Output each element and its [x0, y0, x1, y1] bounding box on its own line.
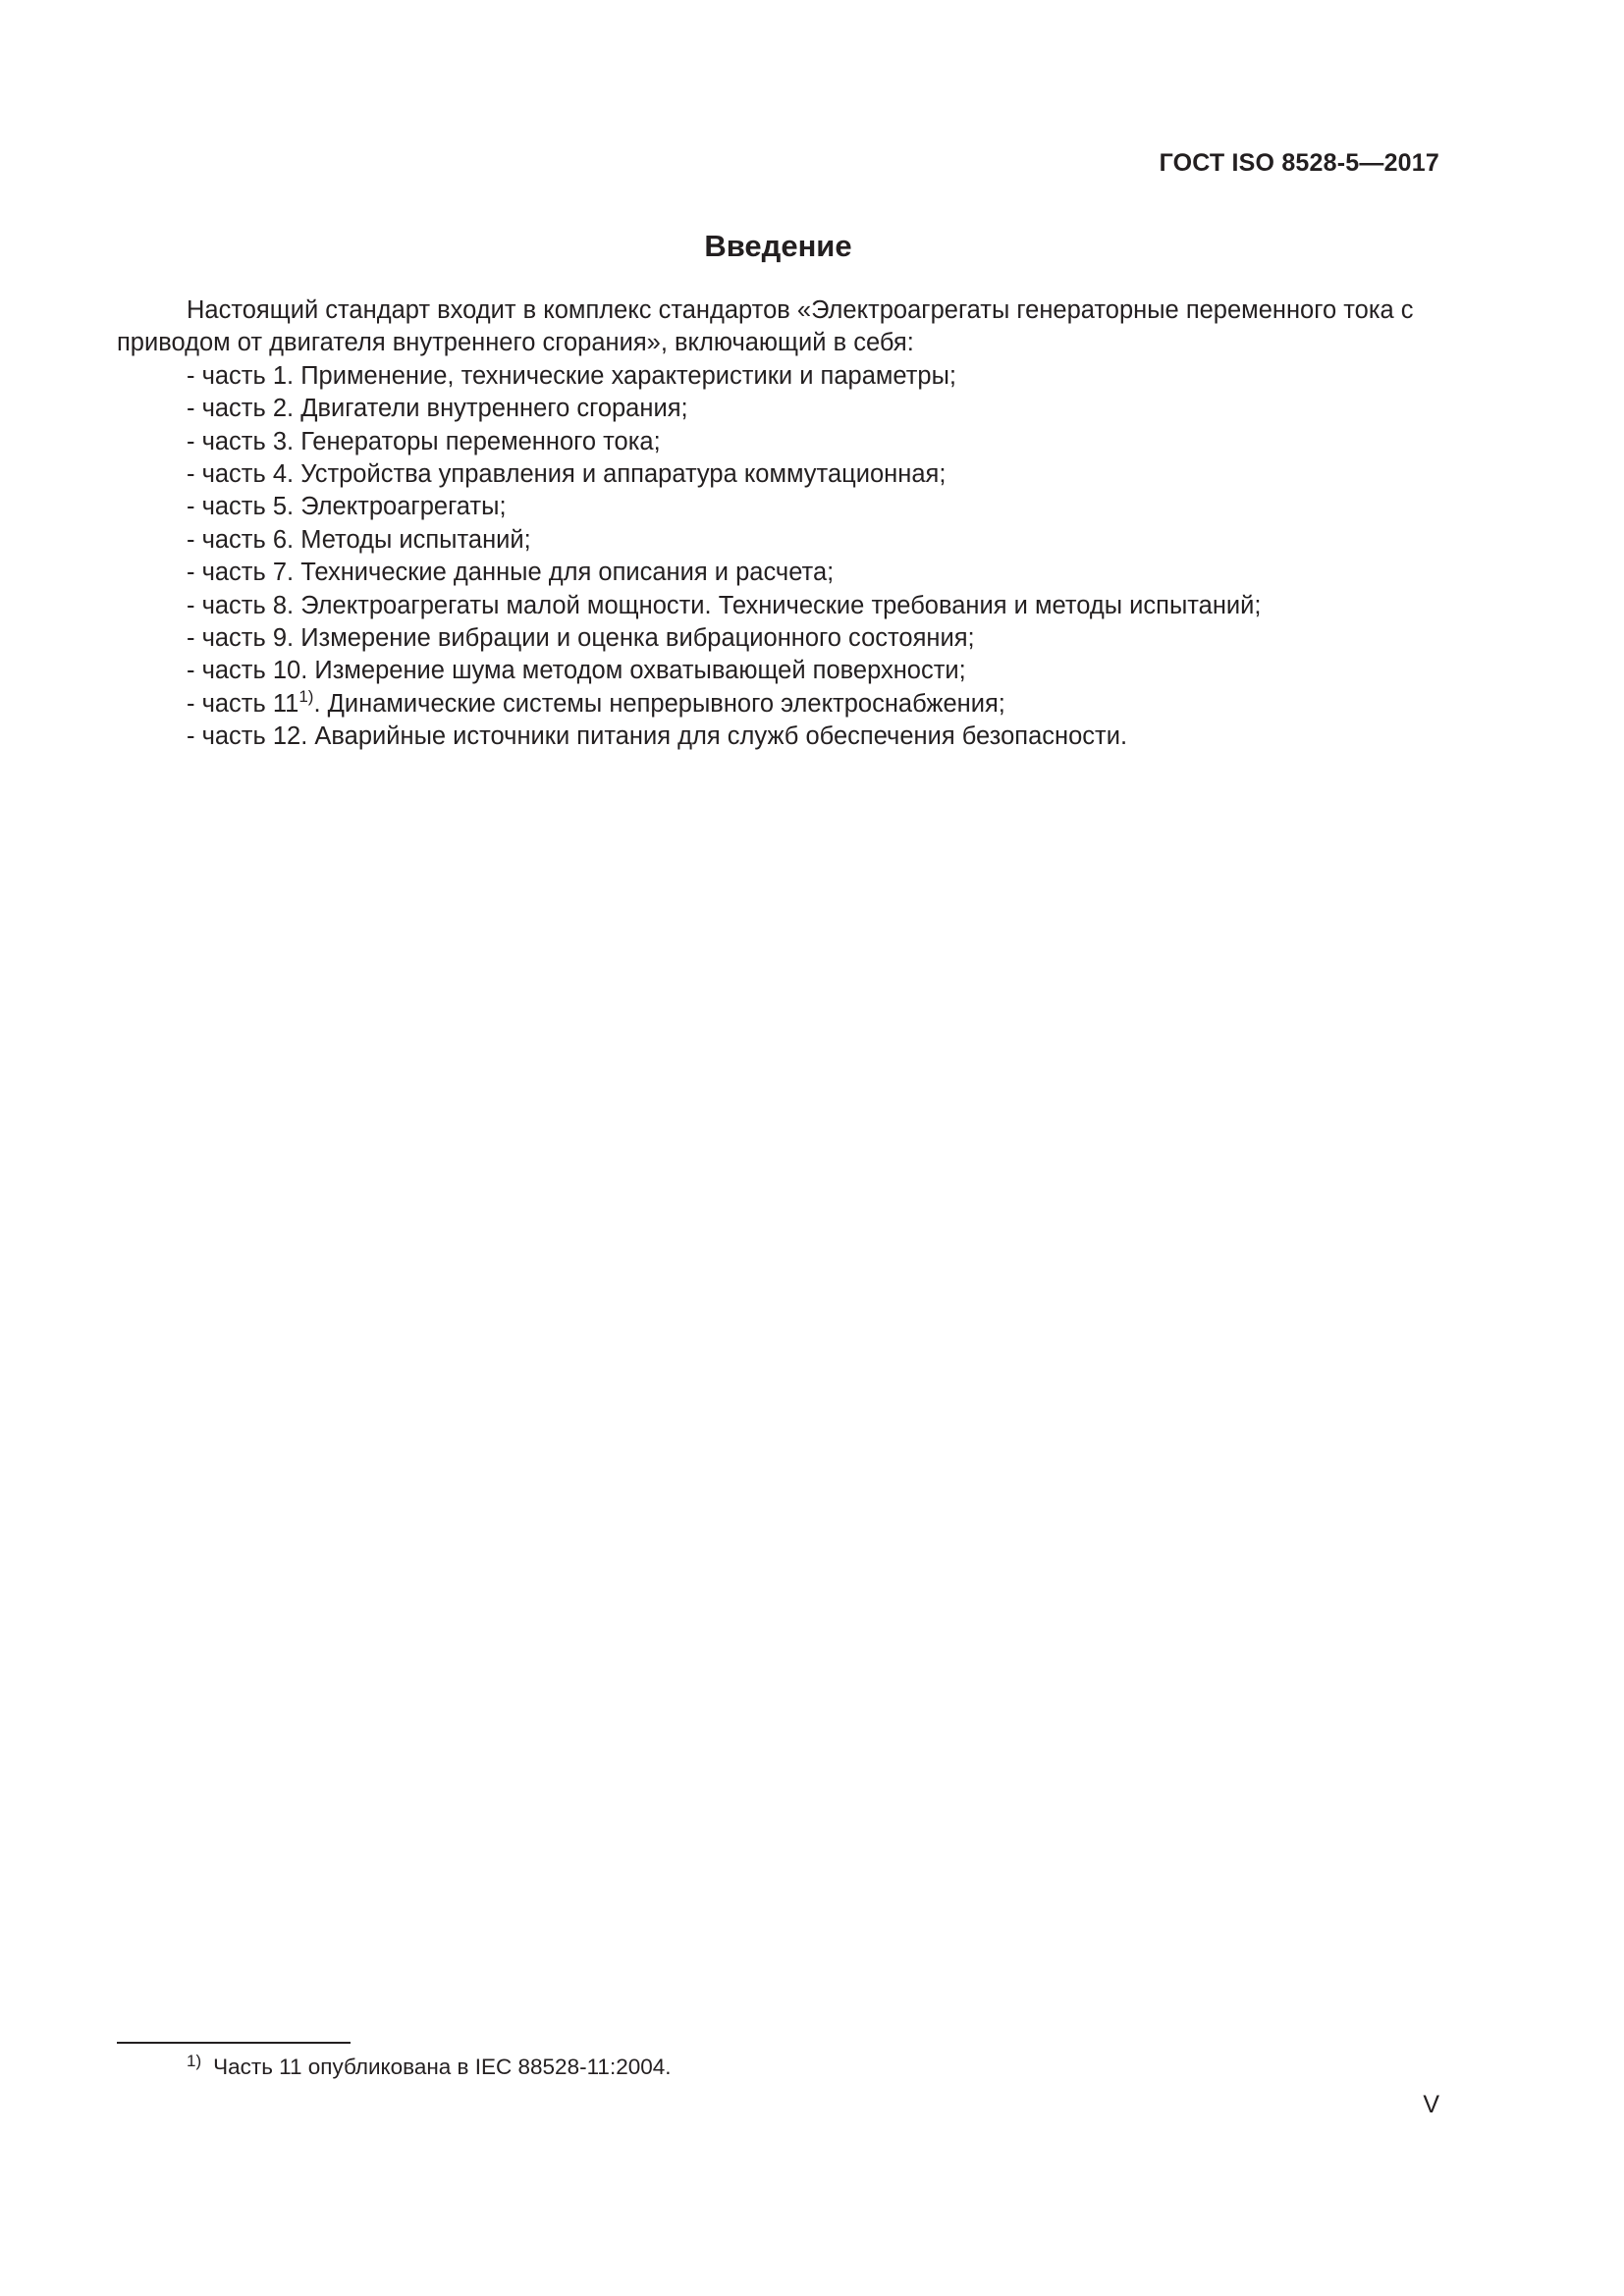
- footnote-divider: [117, 2042, 351, 2044]
- parts-list: [117, 360, 1452, 754]
- list-item: - часть 8. Электроагрегаты малой мощности. Технические требования и методы испытаний;: [187, 591, 1262, 619]
- list-item-11-prefix: - часть 11: [187, 689, 299, 718]
- footnote-number: 1): [187, 2052, 202, 2070]
- page-number: V: [1423, 2091, 1439, 2118]
- footnote-reference[interactable]: 1): [298, 686, 314, 706]
- document-code: ГОСТ ISO 8528-5—2017: [1159, 149, 1439, 177]
- list-item: - часть 3. Генераторы переменного тока;: [187, 427, 661, 455]
- section-title: Введение: [704, 229, 852, 263]
- list-item: - часть 1. Применение, технические характеристики и параметры;: [187, 361, 957, 390]
- list-item: - часть 2. Двигатели внутреннего сгорания;: [187, 395, 688, 423]
- footnote-text: Часть 11 опубликована в IEC 88528-11:2004.: [213, 2055, 672, 2079]
- footnote: [187, 2052, 672, 2080]
- list-item: - часть 12. Аварийные источники питания для служб обеспечения безопасности.: [187, 722, 1128, 751]
- list-item: - часть 9. Измерение вибрации и оценка вибрационного состояния;: [187, 624, 975, 653]
- list-item: - часть 6. Методы испытаний;: [187, 525, 531, 554]
- section-body: [117, 294, 1452, 754]
- intro-paragraph: Настоящий стандарт входит в комплекс стандартов «Электроагрегаты генераторные переменного тока с приводом от двигателя внутреннего сгорания», включающий в себя:: [117, 296, 1414, 357]
- list-item: - часть 4. Устройства управления и аппаратура коммутационная;: [187, 460, 947, 489]
- list-item: - часть 5. Электроагрегаты;: [187, 493, 507, 521]
- list-item: - часть 7. Технические данные для описания и расчета;: [187, 559, 835, 587]
- list-item-11: [117, 688, 1452, 721]
- list-item-11-suffix: . Динамические системы непрерывного электроснабжения;: [313, 689, 1005, 718]
- list-item: - часть 10. Измерение шума методом охватывающей поверхности;: [187, 657, 966, 685]
